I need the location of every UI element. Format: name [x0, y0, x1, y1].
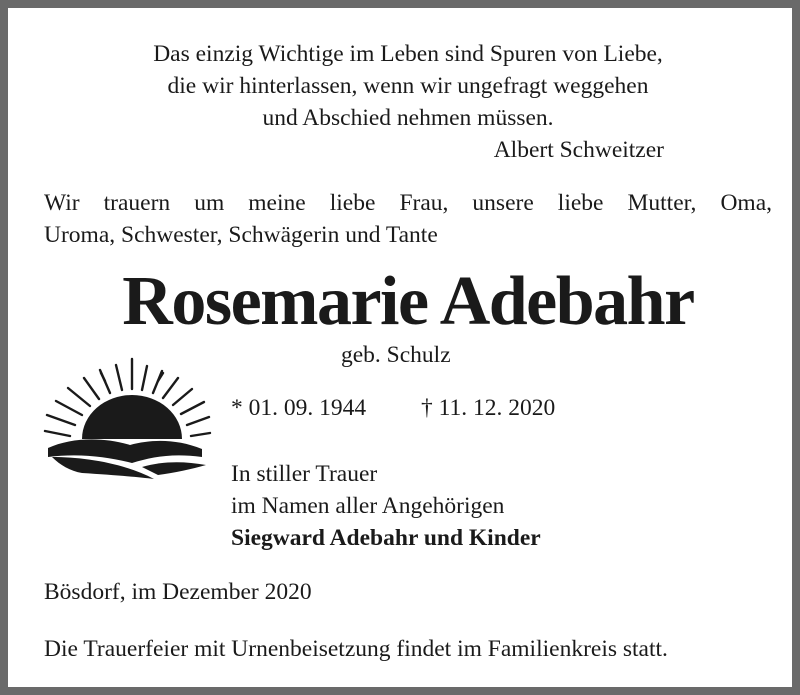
deceased-name: Rosemarie Adebahr	[122, 263, 694, 340]
mourners-names: Siegward Adebahr und Kinder	[231, 525, 541, 551]
quote-line-1: Das einzig Wichtige im Leben sind Spuren von Liebe,	[153, 41, 663, 67]
place-date: Bösdorf, im Dezember 2020	[44, 579, 312, 605]
maiden-name: geb. Schulz	[341, 342, 451, 368]
intro-line-2: Uroma, Schwester, Schwägerin und Tante	[44, 222, 438, 248]
birth-date: * 01. 09. 1944	[231, 395, 367, 421]
quote-author: Albert Schweitzer	[493, 137, 664, 163]
quote-line-3: und Abschied nehmen müssen.	[262, 105, 554, 131]
funeral-note: Die Trauerfeier mit Urnenbeisetzung findet im Familienkreis statt.	[44, 636, 668, 662]
death-date: † 11. 12. 2020	[421, 395, 556, 421]
mourning-line-2: im Namen aller Angehörigen	[231, 493, 505, 519]
intro-line-1: Wir trauern um meine liebe Frau, unsere liebe Mutter, Oma,	[44, 190, 772, 216]
mourning-line-1: In stiller Trauer	[231, 461, 378, 487]
quote-line-2: die wir hinterlassen, wenn wir ungefragt weggehen	[167, 73, 649, 99]
sunset-over-hills-icon	[42, 353, 212, 493]
